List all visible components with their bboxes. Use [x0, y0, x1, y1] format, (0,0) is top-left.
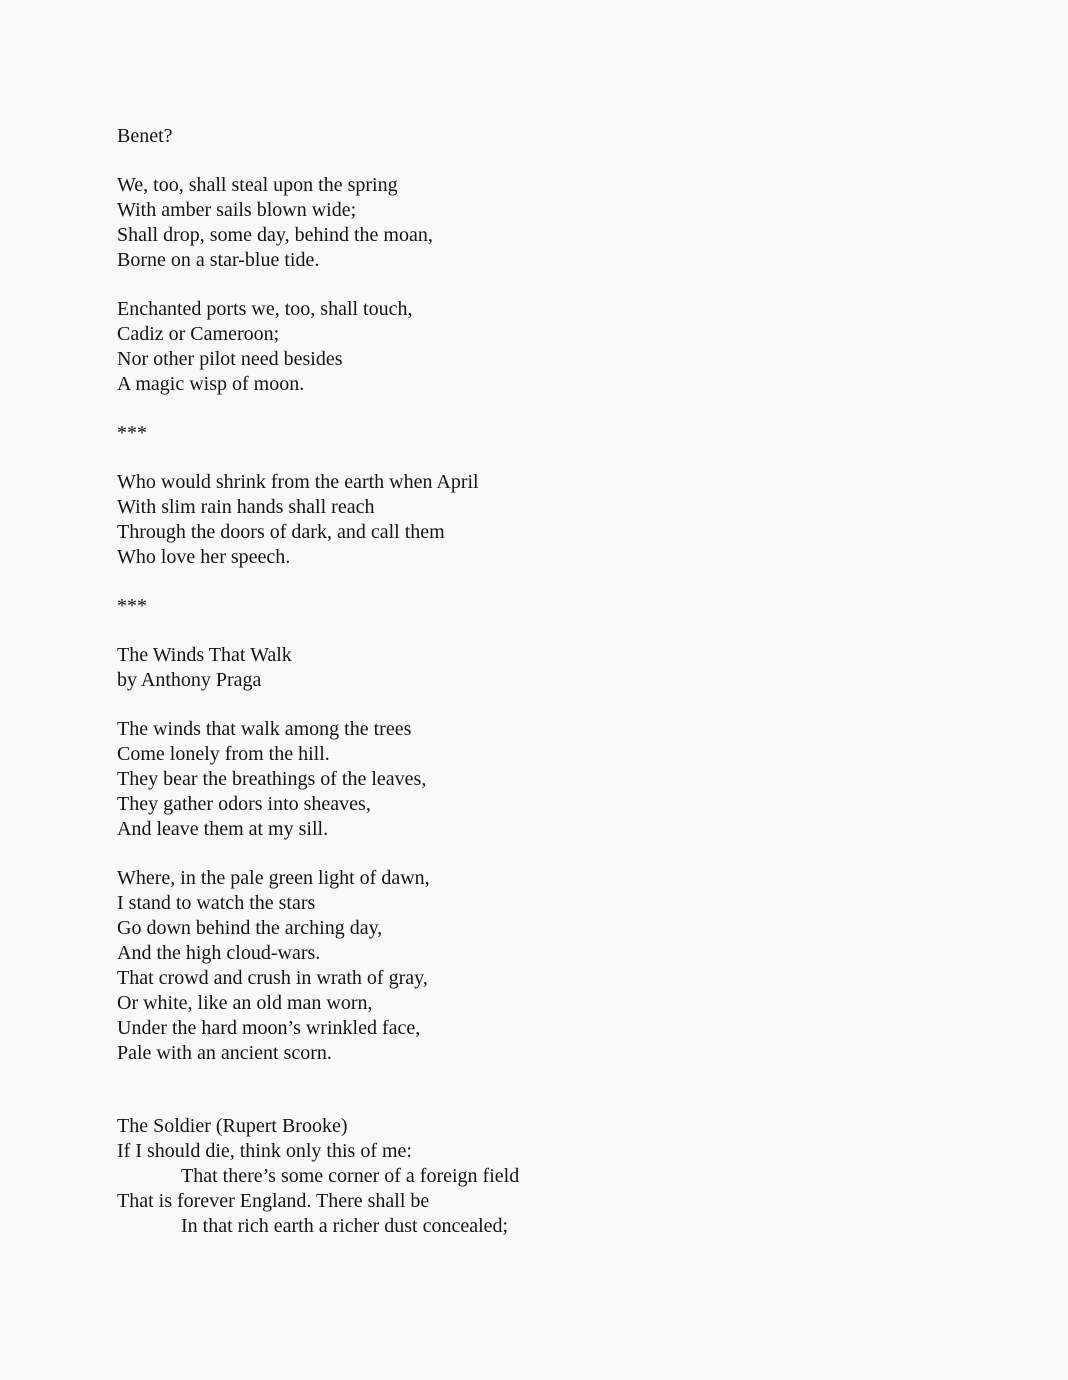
- heading: Benet?: [117, 125, 173, 147]
- poem3-s1-line5: And leave them at my sill.: [117, 818, 329, 840]
- section-gap: [117, 1066, 937, 1114]
- separator: ***: [117, 595, 147, 617]
- poem2-line3: Through the doors of dark, and call them: [117, 521, 445, 543]
- poem1-s1-line1: We, too, shall steal upon the spring: [117, 174, 398, 196]
- poem-text-block: [117, 124, 937, 1239]
- poem3-s2-line4: And the high cloud-wars.: [117, 942, 321, 964]
- stanza-gap: [117, 149, 937, 173]
- poem3-s2-line8: Pale with an ancient scorn.: [117, 1042, 332, 1064]
- poem4-line1: If I should die, think only this of me:: [117, 1140, 412, 1162]
- poem4-line3: That is forever England. There shall be: [117, 1190, 430, 1212]
- poem3-s1-line3: They bear the breathings of the leaves,: [117, 768, 427, 790]
- stanza-gap: [117, 693, 937, 717]
- poem3-s2-line5: That crowd and crush in wrath of gray,: [117, 967, 428, 989]
- poem3-s2-line7: Under the hard moon’s wrinkled face,: [117, 1017, 421, 1039]
- poem1-s1-line2: With amber sails blown wide;: [117, 199, 357, 221]
- poem1-s1-line3: Shall drop, some day, behind the moan,: [117, 224, 433, 246]
- poem1-s1-line4: Borne on a star-blue tide.: [117, 249, 320, 271]
- poem3-s1-line2: Come lonely from the hill.: [117, 743, 330, 765]
- poem4-title: The Soldier (Rupert Brooke): [117, 1115, 348, 1137]
- poem1-s2-line1: Enchanted ports we, too, shall touch,: [117, 298, 413, 320]
- poem3-s2-line3: Go down behind the arching day,: [117, 917, 383, 939]
- stanza-gap: [117, 619, 937, 643]
- stanza-gap: [117, 446, 937, 470]
- poem1-s2-line2: Cadiz or Cameroon;: [117, 323, 280, 345]
- poem3-s1-line1: The winds that walk among the trees: [117, 718, 412, 740]
- poem1-s2-line4: A magic wisp of moon.: [117, 373, 305, 395]
- poem3-author: by Anthony Praga: [117, 669, 262, 691]
- poem1-s2-line3: Nor other pilot need besides: [117, 348, 343, 370]
- poem2-line4: Who love her speech.: [117, 546, 291, 568]
- stanza-gap: [117, 570, 937, 594]
- poem4-line2: That there’s some corner of a foreign field: [181, 1165, 520, 1187]
- separator: ***: [117, 422, 147, 444]
- stanza-gap: [117, 273, 937, 297]
- poem3-s2-line1: Where, in the pale green light of dawn,: [117, 867, 430, 889]
- poem3-s1-line4: They gather odors into sheaves,: [117, 793, 371, 815]
- poem3-title: The Winds That Walk: [117, 644, 292, 666]
- poem4-line4: In that rich earth a richer dust concealed;: [181, 1215, 509, 1237]
- stanza-gap: [117, 397, 937, 421]
- stanza-gap: [117, 842, 937, 866]
- poem2-line2: With slim rain hands shall reach: [117, 496, 375, 518]
- poem2-line1: Who would shrink from the earth when April: [117, 471, 479, 493]
- poem3-s2-line2: I stand to watch the stars: [117, 892, 316, 914]
- poem3-s2-line6: Or white, like an old man worn,: [117, 992, 373, 1014]
